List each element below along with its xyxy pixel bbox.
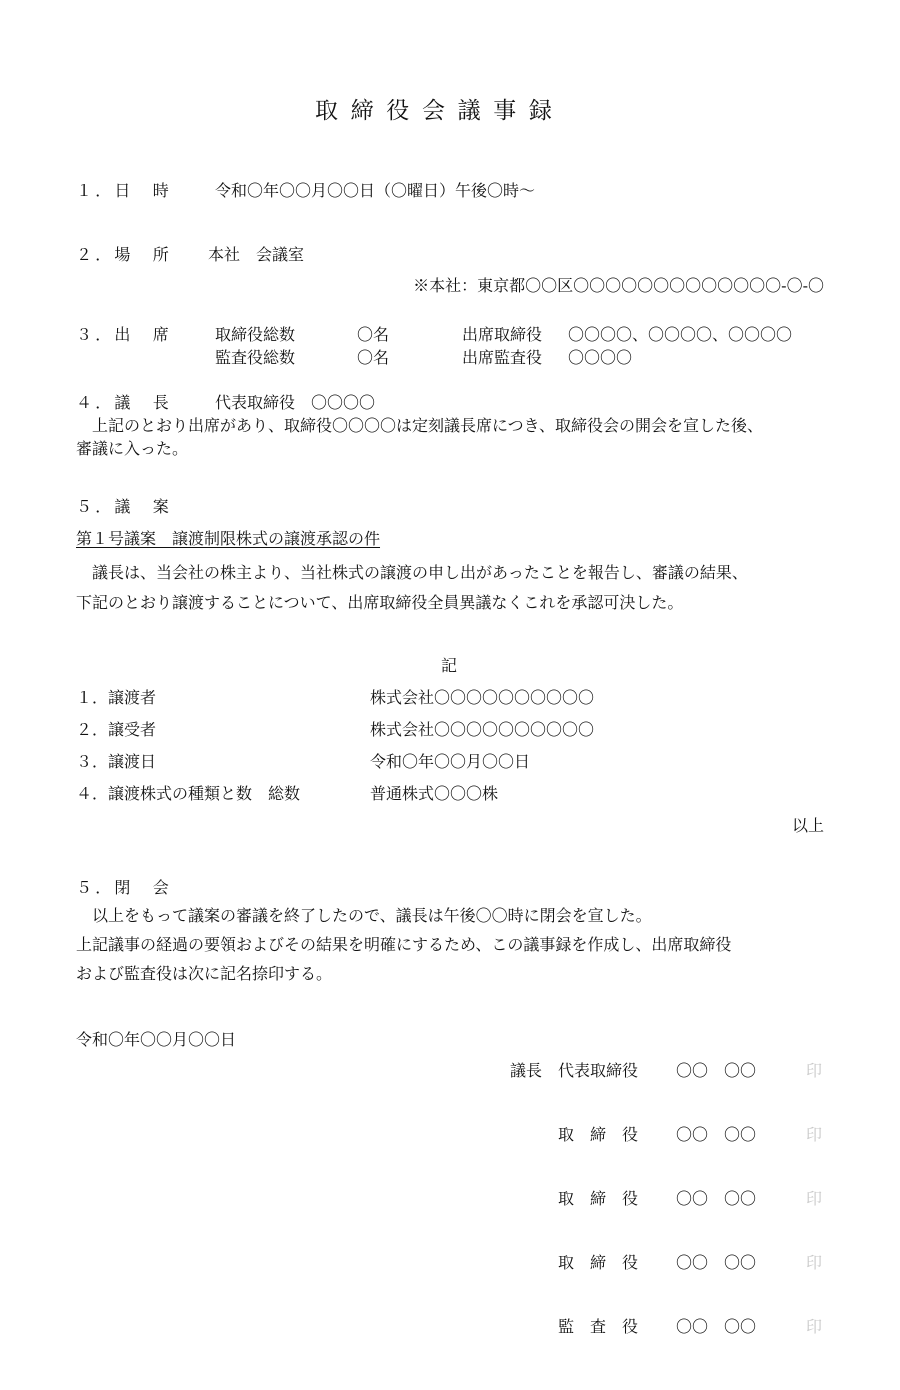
head-office-address: ※本社：東京都〇〇区〇〇〇〇〇〇〇〇〇〇〇〇〇-〇-〇: [413, 276, 824, 295]
opening-paragraph-line-2: 審議に入った。: [76, 439, 189, 458]
transfer-item-value: 株式会社〇〇〇〇〇〇〇〇〇〇: [370, 688, 595, 707]
opening-paragraph-line-1: 上記のとおり出席があり、取締役〇〇〇〇は定刻議長席につき、取締役会の開会を宣した後、: [92, 416, 764, 435]
auditors-total-label: 監査役総数: [215, 348, 296, 367]
seal-mark: 印: [806, 1253, 823, 1272]
closing-paragraph-line-3: および監査役は次に記名捺印する。: [76, 964, 333, 983]
signer-role: 議長 代表取締役: [509, 1061, 638, 1080]
agenda-paragraph-line-1: 議長は、当会社の株主より、当社株式の譲渡の申し出があったことを報告し、審議の結果、: [92, 563, 748, 582]
closing-paragraph-line-1: 以上をもって議案の審議を終了したので、議長は午後〇〇時に閉会を宣した。: [92, 906, 652, 925]
signer-name: 〇〇 〇〇: [676, 1317, 757, 1336]
directors-total-label: 取締役総数: [215, 325, 296, 344]
transfer-item-label: １．譲渡者: [76, 688, 157, 707]
transfer-item-label: ４．譲渡株式の種類と数 総数: [76, 784, 301, 803]
transfer-item-value: 令和〇年〇〇月〇〇日: [370, 752, 531, 771]
chairperson: 代表取締役 〇〇〇〇: [215, 393, 376, 412]
directors-present-value: 〇〇〇〇、〇〇〇〇、〇〇〇〇: [568, 325, 793, 344]
section-3-label: ３．出 席: [76, 325, 173, 344]
agenda-item-title: 第１号議案 譲渡制限株式の譲渡承認の件: [76, 529, 381, 548]
seal-mark: 印: [806, 1125, 823, 1144]
seal-mark: 印: [806, 1061, 823, 1080]
signer-name: 〇〇 〇〇: [676, 1061, 757, 1080]
signer-name: 〇〇 〇〇: [676, 1253, 757, 1272]
document-title: 取締役会議事録: [315, 98, 565, 124]
signer-name: 〇〇 〇〇: [676, 1125, 757, 1144]
transfer-item-value: 普通株式〇〇〇株: [370, 784, 499, 803]
transfer-item-label: ３．譲渡日: [76, 752, 157, 771]
signer-role: 取 締 役: [557, 1253, 638, 1272]
section-4-label: ４．議 長: [76, 393, 173, 412]
transfer-item-value: 株式会社〇〇〇〇〇〇〇〇〇〇: [370, 720, 595, 739]
section-1-label: １．日 時: [76, 181, 173, 200]
directors-total-value: 〇名: [357, 325, 390, 344]
auditors-present-value: 〇〇〇〇: [568, 348, 633, 367]
signer-name: 〇〇 〇〇: [676, 1189, 757, 1208]
section-5-label: ５．議 案: [76, 497, 173, 516]
signer-role: 監 査 役: [557, 1317, 638, 1336]
seal-mark: 印: [806, 1317, 823, 1336]
seal-mark: 印: [806, 1189, 823, 1208]
auditors-total-value: 〇名: [357, 348, 390, 367]
meeting-datetime: 令和〇年〇〇月〇〇日（〇曜日）午後〇時〜: [215, 181, 536, 200]
auditors-present-label: 出席監査役: [462, 348, 543, 367]
meeting-place: 本社 会議室: [208, 245, 305, 264]
agenda-paragraph-line-2: 下記のとおり譲渡することについて、出席取締役全員異議なくこれを承認可決した。: [76, 593, 684, 612]
ijo-closing-mark: 以上: [791, 816, 824, 835]
transfer-item-label: ２．譲受者: [76, 720, 157, 739]
signer-role: 取 締 役: [557, 1125, 638, 1144]
ki-heading: 記: [441, 656, 458, 675]
closing-paragraph-line-2: 上記議事の経過の要領およびその結果を明確にするため、この議事録を作成し、出席取締役: [76, 935, 732, 954]
directors-present-label: 出席取締役: [462, 325, 543, 344]
section-2-label: ２．場 所: [76, 245, 173, 264]
section-closing-label: ５．閉 会: [76, 878, 173, 897]
signature-date: 令和〇年〇〇月〇〇日: [76, 1030, 237, 1049]
signer-role: 取 締 役: [557, 1189, 638, 1208]
